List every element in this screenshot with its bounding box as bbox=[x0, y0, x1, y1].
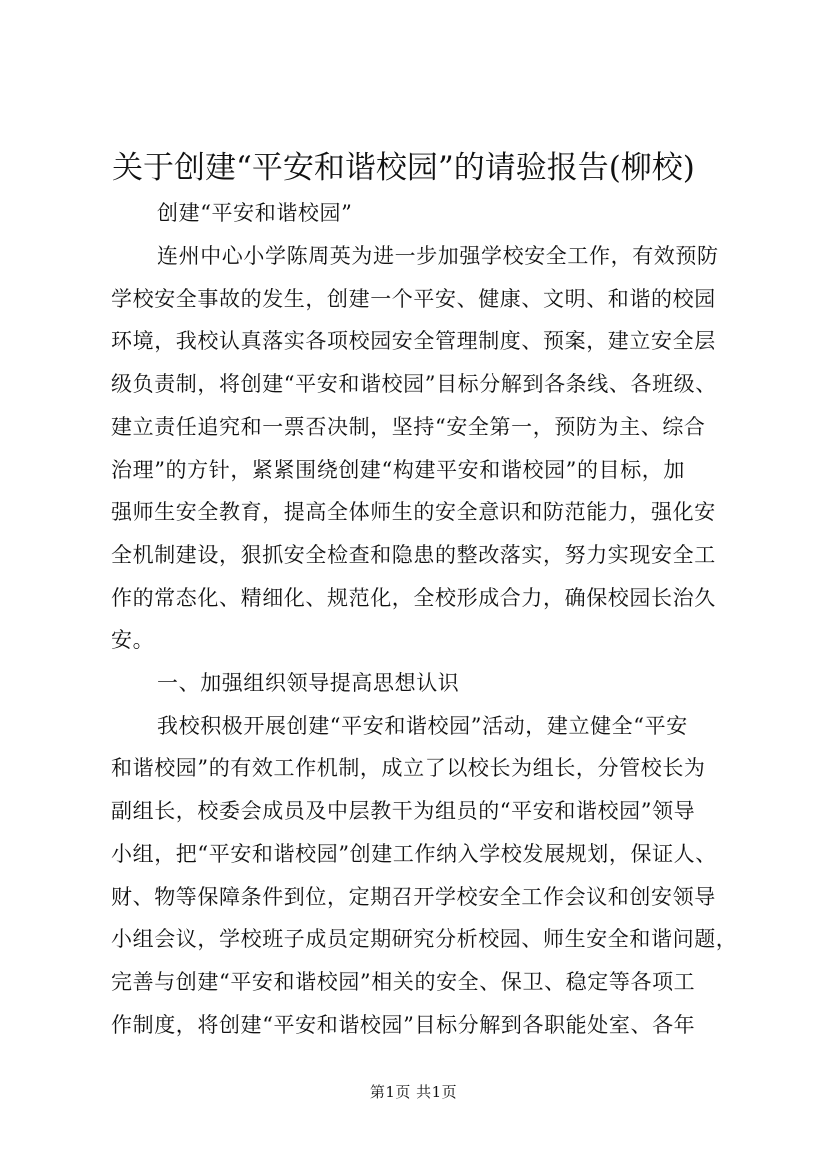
text-line: 环境，我校认真落实各项校园安全管理制度、预案，建立安全层 bbox=[111, 329, 716, 353]
subtitle: 创建“平安和谐校园” bbox=[157, 201, 353, 225]
text-line: 小组会议，学校班子成员定期研究分析校园、师生安全和谐问题， bbox=[111, 927, 738, 951]
text-line: 作制度，将创建“平安和谐校园”目标分解到各职能处室、各年 bbox=[111, 1013, 696, 1037]
text-line: 作的常态化、精细化、规范化，全校形成合力，确保校园长治久 bbox=[111, 586, 716, 610]
text-line: 治理”的方针，紧紧围绕创建“构建平安和谐校园”的目标，加 bbox=[111, 458, 686, 482]
section-heading: 一、加强组织领导提高思想认识 bbox=[157, 671, 460, 695]
page-footer: 第1页 共1页 bbox=[369, 1083, 458, 1101]
text-line: 完善与创建“平安和谐校园”相关的安全、保卫、稳定等各项工 bbox=[111, 970, 696, 994]
text-line: 小组，把“平安和谐校园”创建工作纳入学校发展规划，保证人、 bbox=[111, 842, 717, 866]
text-line: 级负责制，将创建“平安和谐校园”目标分解到各条线、各班级、 bbox=[111, 372, 717, 396]
text-line: 学校安全事故的发生，创建一个平安、健康、文明、和谐的校园 bbox=[111, 287, 716, 311]
text-line: 全机制建设，狠抓安全检查和隐患的整改落实，努力实现安全工 bbox=[111, 543, 716, 567]
text-line: 安。 bbox=[111, 628, 155, 652]
text-line: 强师生安全教育，提高全体师生的安全意识和防范能力，强化安 bbox=[111, 500, 716, 524]
text-line: 财、物等保障条件到位，定期召开学校安全工作会议和创安领导 bbox=[111, 885, 716, 909]
text-line: 建立责任追究和一票否决制，坚持“安全第一，预防为主、综合 bbox=[111, 415, 706, 439]
text-line: 连州中心小学陈周英为进一步加强学校安全工作，有效预防 bbox=[157, 244, 719, 268]
text-line: 我校积极开展创建“平安和谐校园”活动，建立健全“平安 bbox=[157, 714, 688, 738]
text-line: 副组长，校委会成员及中层教干为组员的“平安和谐校园”领导 bbox=[111, 799, 696, 823]
text-line: 和谐校园”的有效工作机制，成立了以校长为组长，分管校长为 bbox=[111, 756, 706, 780]
document-title: 关于创建“平安和谐校园”的请验报告(柳校) bbox=[112, 150, 695, 186]
